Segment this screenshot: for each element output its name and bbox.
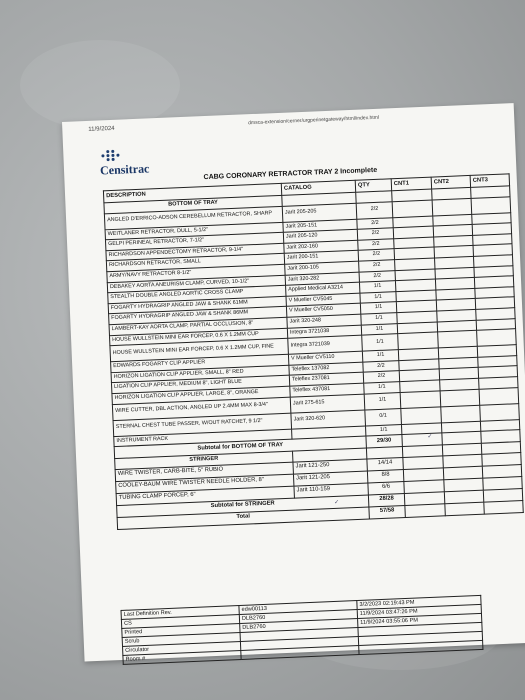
item-description: EDWARDS FOGARTY CLIP APPLIER [111,354,289,372]
signoff-user: edw00113 [239,601,357,615]
print-date: 11/9/2024 [88,125,115,133]
item-catalog: Jarit 200-105 [285,261,359,275]
item-description: COOLEY-BAUM WIRE TWISTER NEEDLE HOLDER, 8" [116,474,294,493]
item-description: WIRE TWISTER, CARB-BITE, 5" RUBIO [115,462,293,481]
signoff-time: 11/9/2024 03:47:26 PM [357,604,481,618]
signoff-user: DLB2760 [239,610,357,624]
subtotal-bottom-label: Subtotal for BOTTOM OF TRAY [114,436,366,459]
item-qty: 2/2 [357,217,393,229]
item-qty: 2/2 [358,249,394,261]
item-catalog: Jarit 121-250 [293,459,367,474]
item-catalog: Jarit 205-151 [283,219,357,233]
item-qty: 2/2 [356,201,393,218]
item-description: LAMBERT-KAY AORTA CLAMP, PARTIAL OCCLUSION, 8" [109,317,287,335]
item-catalog: Teleflex 437081 [290,383,364,397]
total-qty: 57/58 [369,505,405,518]
item-qty: 8/8 [367,469,403,482]
item-catalog: Integra 3721039 [288,335,363,354]
col-description: DESCRIPTION [103,183,281,202]
item-description: FOGARTY HYDRAGRIP ANGLED JAW & SHANK 61MM [108,296,286,314]
printed-sheet [62,103,525,661]
item-description: WEITLANER RETRACTOR, DULL, 5-1/2" [105,222,283,240]
item-catalog: Jarit 320-282 [285,272,359,286]
tray-table [103,173,524,529]
item-catalog: Jarit 205-120 [283,229,357,243]
col-cnt2: CNT2 [431,175,470,189]
item-description: HOUSE WULLSTEIN MINI EAR FORCEP, 0.6 X 1.2MM CUP, FINE [110,338,289,361]
item-catalog: Teleflex 237081 [289,372,363,386]
col-cnt1: CNT1 [391,177,431,191]
item-description: LIGATION CLIP APPLIER, MEDIUM 8", LIGHT BLUE [111,376,289,394]
item-catalog: V Mueller CV5050 [286,304,360,318]
item-description: HORIZON LIGATION CLIP APPLIER, LARGE, 8", ORANGE [112,386,290,404]
item-description: HORIZON LIGATION CLIP APPLIER, SMALL, 8" RED [111,365,289,383]
item-qty: 1/1 [362,350,398,362]
item-catalog: Jarit 320-248 [287,314,361,328]
item-catalog: Applied Medical A3214 [286,282,360,296]
signoff-label: Circulator [123,641,241,655]
item-description: RICHARDSON RETRACTOR, SMALL [106,254,284,272]
total-label: Total [117,507,369,530]
col-catalog: CATALOG [281,180,355,195]
item-description: GELPI PERINEAL RETRACTOR, 7-1/2" [105,233,283,251]
item-qty: 2/2 [358,238,394,250]
print-url: dmsca-extension/cerner/urgperinetgateway/html/index.html [248,114,380,127]
signoff-label: Scrub [122,632,240,646]
item-description: FOGARTY HYDRAGRIP ANGLED JAW & SHANK 86MM [109,307,287,325]
item-qty: 6/6 [368,481,404,494]
item-qty: 14/14 [367,457,403,470]
col-cnt3: CNT3 [470,174,509,188]
item-description: ARMY/NAVY RETRACTOR 8-1/2" [107,264,285,282]
item-description: DEBAKEY AORTA ANEURISM CLAMP, CURVED, 10-1/2" [107,275,285,293]
section-label-bottom: BOTTOM OF TRAY [104,195,282,213]
item-description: INSTRUMENT RACK [114,429,292,447]
item-catalog: Jarit 110-159 [294,483,368,498]
signoff-user: DLB2760 [240,619,358,633]
item-catalog: Teleflex 137082 [289,362,363,376]
item-qty: 1/1 [361,323,397,335]
signoff-time: 3/2/2023 02:19:43 PM [357,595,481,609]
item-description: WIRE CUTTER, DBL ACTION, ANGLED UP 2.4MM MAX 8-3/4" [112,397,291,420]
item-catalog: Integra 3721038 [287,325,361,339]
item-qty: 1/1 [364,381,400,393]
col-qty: QTY [355,179,391,192]
item-qty: 2/2 [363,360,399,372]
item-catalog: Jarit 202-160 [284,240,358,254]
handwritten-mark: ✓ [427,432,433,440]
item-description: TUBING CLAMP FORCEP, 6" [116,486,294,505]
subtotal-stringer-qty: 28/28 [368,493,404,506]
item-description: STEALTH DOUBLE ANGLED AORTIC CROSS CLAMP [108,285,286,303]
signoff-label: CS [121,615,239,629]
item-catalog: Jarit 275-615 [290,394,365,413]
subtotal-stringer-label: Subtotal for STRINGER [117,495,369,518]
item-description: RICHARDSON APPENDECTOMY RETRACTOR, 9-1/4" [106,243,284,261]
item-qty: 1/1 [365,424,401,436]
item-qty: 1/1 [361,313,397,325]
item-qty: 2/2 [357,228,393,240]
item-catalog: V Mueller CV5045 [286,293,360,307]
signoff-time: 11/9/2024 03:55:06 PM [358,613,482,627]
brand-name: Censitrac [99,161,150,178]
surface-highlight [20,40,180,130]
item-qty: 1/1 [364,392,401,409]
item-qty: 2/2 [359,270,395,282]
item-qty: 2/2 [359,260,395,272]
subtotal-bottom-qty: 29/30 [366,435,402,448]
item-catalog: Jarit 121-205 [293,471,367,486]
signoff-label: Printed [122,624,240,638]
item-description: ANGLED D'ERRICO-ADSON CEREBELLUM RETRACTOR, SHARP [104,206,283,229]
item-qty: 1/1 [359,281,395,293]
item-catalog: Jarit 320-620 [291,410,366,429]
item-catalog: Jarit 200-151 [284,251,358,265]
signoff-label: Room # [123,650,241,664]
item-description: STERNAL CHEST TUBE PASSER, W/OUT RATCHET, 9 1/2" [113,413,292,436]
handwritten-mark: ✓ [334,498,340,506]
signoff-label: Last Definition Rev. [121,606,239,620]
tray-title: CABG CORONARY RETRACTOR TRAY 2 Incomplete [203,166,378,182]
item-qty: 1/1 [360,302,396,314]
item-qty: 2/2 [363,371,399,383]
section-label-stringer: STRINGER [115,451,293,469]
item-catalog: Jarit 205-205 [282,203,357,222]
item-qty: 0/1 [365,408,402,425]
item-catalog: V Mueller CV5110 [288,351,362,365]
item-qty: 1/1 [362,334,399,351]
item-description: HOUSE WULLSTEIN MINI EAR FORCEP, 0.6 X 1.2MM CUP [109,328,287,346]
item-qty: 1/1 [360,291,396,303]
